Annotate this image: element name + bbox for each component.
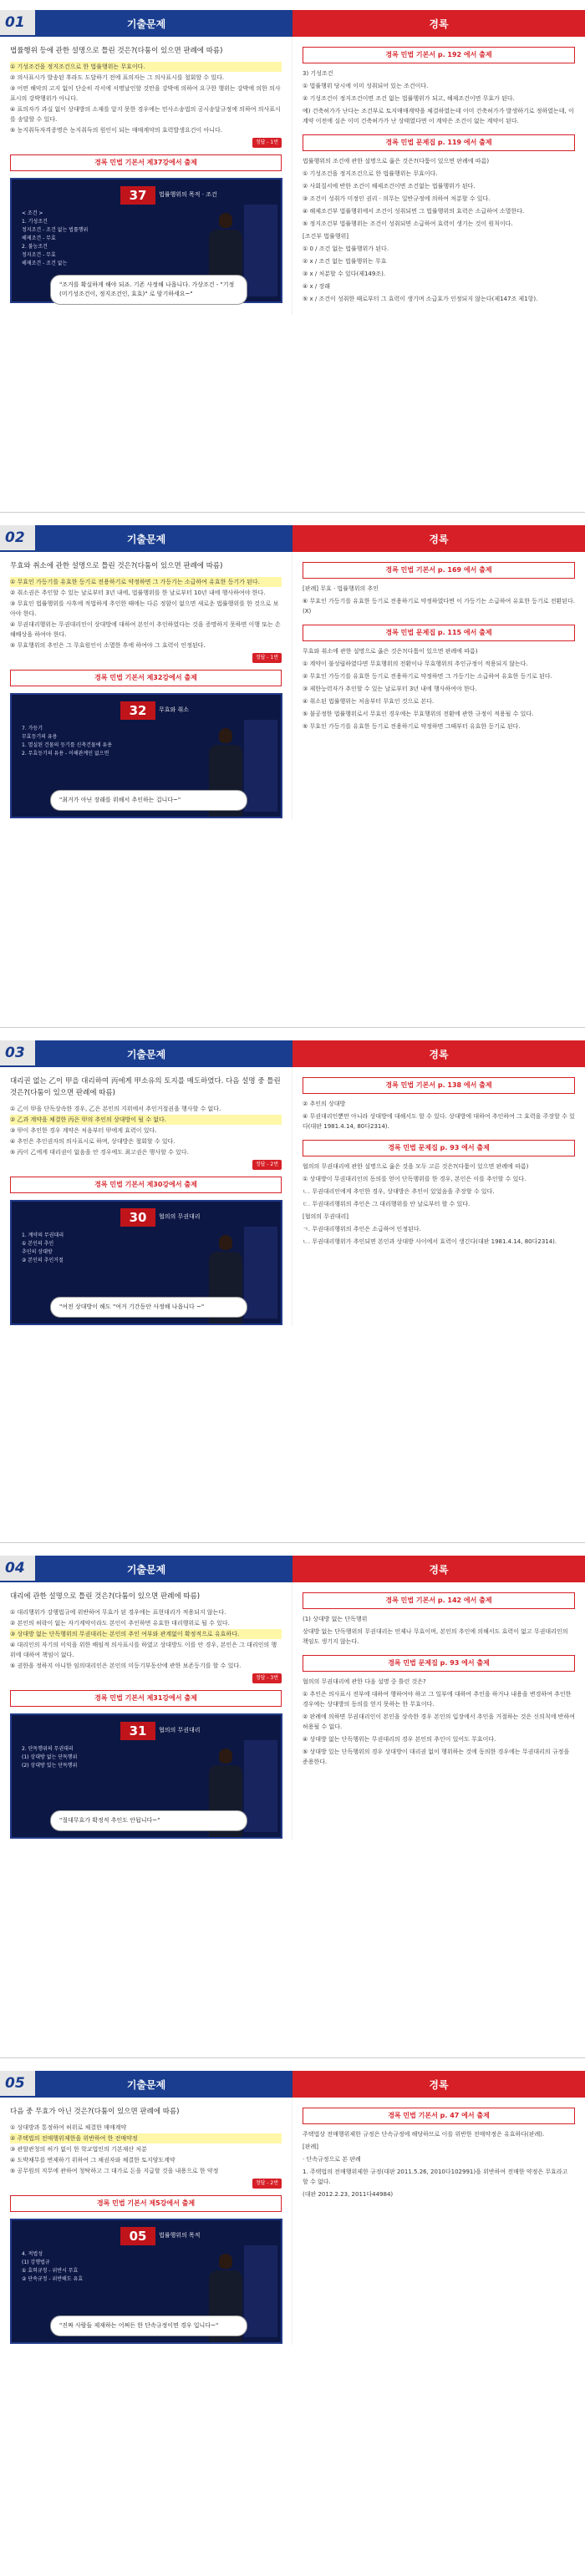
section-header: [0, 525, 585, 552]
explanation-paragraph: [판례] 무효 · 법률행위의 추인: [303, 585, 379, 592]
board-line: 4. 적법성: [22, 2251, 43, 2257]
lecturer-head: [219, 1749, 232, 1764]
video-side-panel: [244, 1740, 277, 1832]
lecture-title: 협의의 무권대리: [159, 1727, 201, 1733]
answer-explanation-column: [292, 552, 585, 819]
answer-option: ⑤ 丙이 乙에게 대리권이 없음을 안 경우에도 최고권은 행사할 수 있다.: [10, 1149, 189, 1156]
board-line: 해제조건 - 무효: [22, 235, 56, 241]
left-header: 기출문제: [0, 1040, 292, 1067]
right-header: 경록: [292, 2071, 585, 2098]
explanation-paragraph: ④ 상대방 없는 단독행위는 무권대리의 경우 본인의 추인이 있어도 무효이다.: [303, 1736, 496, 1743]
explanation-paragraph: ① 법률행위 당시에 이미 성취되어 있는 조건이다.: [303, 83, 429, 89]
section-number: 04: [0, 1556, 35, 1581]
textbook-source: 경록 민법 기본서 p. 192 에서 출제: [303, 47, 575, 63]
answer-explanation-column: [292, 1067, 585, 1326]
explanation-paragraph: · 단속규정으로 본 판례: [303, 2156, 361, 2163]
answer-tag: 정답 - 3번: [252, 1673, 282, 1683]
answer-option: ① 기성조건을 정지조건으로 한 법률행위는 무효이다.: [10, 62, 282, 72]
lecture-title: 법률행위의 목적 · 조건: [159, 191, 217, 198]
answer-option: ④ 추인은 추인권자의 의사표시로 하며, 상대방은 철회할 수 있다.: [10, 1138, 176, 1145]
lecturer-quote-bubble: "조거를 확실하게 해야 되죠. 기존 사정해 나옵니다. 가상조건 - "기정(미기성조건이, 정지조건인, 효효)" 로 암기하세요~": [50, 275, 247, 305]
section-columns: [0, 1582, 585, 1840]
right-header: 경록: [292, 1040, 585, 1067]
answer-option: ② 乙과 계약을 체결한 丙은 甲의 추인의 상대방이 될 수 없다.: [10, 1115, 282, 1125]
section-number: 02: [0, 525, 35, 550]
explanation-paragraph: ② x / 조건 없는 법률행위는 무효: [303, 258, 387, 265]
lecturer-quote-bubble: "최거가 아닌 장래를 위해서 추인하는 겁니다~": [50, 790, 247, 811]
answer-option: ② 취소권은 추인할 수 있는 날로부터 3년 내에, 법률행위를 한 날로부터 10년 내에 행사하여야 한다.: [10, 590, 266, 596]
lecture-title: 무효와 취소: [159, 706, 190, 713]
answer-option: ① 상대방과 통정하여 허위로 체결한 매매계약: [10, 2124, 127, 2131]
board-line: ② 본인의 추인거절: [22, 1258, 64, 1263]
answer-option: ⑤ 무효행위의 추인은 그 무효원인이 소멸한 후에 하여야 그 효력이 인정된다.: [10, 642, 206, 649]
explanation-paragraph: [판례]: [303, 2143, 318, 2150]
answer-option: ① 대리행위가 강행법규에 위반하여 무효가 된 경우에는 표현대리가 적용되지 않는다.: [10, 1609, 226, 1616]
section-header: [0, 1556, 585, 1582]
lecture-number-badge: 32: [120, 701, 155, 720]
answer-option: ④ 대리인의 자기의 이익을 위한 배임적 의사표시를 하였고 상대방도 이를 안 경우, 본인은 그 대리인의 행위에 대하여 책임이 없다.: [10, 1642, 277, 1658]
answer-option: ② 주택법의 전매행위제한을 위반하여 한 전매약정: [10, 2133, 282, 2143]
explanation-paragraph: ② 기성조건이 정지조건이면 조건 없는 법률행위가 되고, 해제조건이면 무효가 된다.: [303, 95, 515, 102]
board-line: 해제조건 - 조건 없는: [22, 261, 68, 266]
explanation-paragraph: ② 판례에 의하면 무권대리인이 본인을 상속한 경우 본인의 입장에서 추인을 거절하는 것은 신의칙에 반하여 허용될 수 없다.: [303, 1713, 575, 1730]
question-section: [0, 2071, 585, 2345]
exam-question-column: [0, 37, 292, 315]
explanation-paragraph: 상대방 없는 단독행위의 무권대리는 언제나 무효이며, 본인의 추인에 의해서도 효력이 없고 무권대리인의 책임도 생기지 않는다.: [303, 1628, 568, 1645]
workbook-source: 경록 민법 문제집 p. 115 에서 출제: [303, 625, 575, 641]
answer-tag: 정답 - 2번: [252, 2179, 282, 2189]
left-header: 기출문제: [0, 10, 292, 37]
board-line: ② 단속규정 - 위반해도 유효: [22, 2276, 84, 2282]
explanation-paragraph: [조건부 법률행위]: [303, 233, 349, 240]
board-line: (1) 강행법규: [22, 2260, 50, 2265]
explanation-paragraph: 무효와 취소에 관한 설명으로 옳은 것은?(다툼이 있으면 판례에 따름): [303, 648, 478, 655]
source-citation: 경록 민법 기본서 제32강에서 출제: [10, 670, 282, 686]
answer-option: ⑤ 공무원의 직무에 관하여 청탁하고 그 대가로 돈을 지급할 것을 내용으로 한 약정: [10, 2168, 219, 2174]
section-number: 03: [0, 1040, 35, 1065]
exam-question-column: [0, 2098, 292, 2345]
explanation-paragraph: ③ x / 처분할 수 있다(제149조).: [303, 271, 386, 277]
section-header: [0, 10, 585, 37]
board-line: 1. 멸실된 건물의 등기를 신축건물에 유용: [22, 742, 112, 748]
lecture-number-badge: 37: [120, 186, 155, 205]
board-line: 정지조건 - 조건 없는 법률행위: [22, 227, 89, 233]
answer-option: ① 乙이 甲을 단독상속한 경우, 乙은 본인의 지위에서 추인거절권을 행사할 수 없다.: [10, 1106, 221, 1112]
board-line: 2. 불능조건: [22, 244, 48, 250]
question-section: [0, 1040, 585, 1326]
question-text: 대리권 없는 乙이 甲을 대리하여 丙에게 甲소유의 토지를 매도하였다. 다음 설명 중 틀린 것은?(다툼이 있으면 판례에 따름): [10, 1077, 281, 1097]
board-line: < 조건 >: [22, 210, 43, 216]
exam-question-column: [0, 1582, 292, 1840]
video-side-panel: [244, 1227, 277, 1318]
question-text: 대리에 관한 설명으로 틀린 것은?(다툼이 있으면 판례에 따름): [10, 1592, 201, 1601]
lecturer-quote-bubble: "여전 상대방이 해도 "여거 기간동안 사정해 나옵니다 ~": [50, 1297, 247, 1318]
explanation-paragraph: 협의의 무권대리에 관한 다음 설명 중 틀린 것은?: [303, 1678, 426, 1685]
board-line: 2. 단독행위의 무권대리: [22, 1746, 74, 1752]
textbook-source: 경록 민법 기본서 p. 47 에서 출제: [303, 2108, 575, 2124]
explanation-paragraph: (1) 상대방 없는 단독행위: [303, 1616, 368, 1622]
explanation-paragraph: ⑤ 무효인 가등기를 유효한 등기로 전용하기로 약정하면 그때부터 유효한 등기로 된다.: [303, 723, 521, 730]
right-header: 경록: [292, 1556, 585, 1582]
answer-option: ④ 무권대리행위는 무권대리인이 상대방에 대하여 본인이 추인하였다는 것을 증명하지 못하면 이행 또는 손해배상을 하여야 한다.: [10, 621, 281, 638]
left-header: 기출문제: [0, 1556, 292, 1582]
answer-option: ④ 표의자가 과실 없이 상대방의 소재를 알지 못한 경우에는 민사소송법의 공시송달규정에 의하여 의사표시를 송달할 수 있다.: [10, 106, 281, 123]
board-line: (1) 상대방 없는 단독행위: [22, 1754, 78, 1760]
lecture-number-badge: 31: [120, 1722, 155, 1740]
workbook-source: 경록 민법 문제집 p. 119 에서 출제: [303, 134, 575, 151]
explanation-paragraph: ① 계약이 불성립하였다면 무효행위의 전환이나 무효행위의 추인규정이 적용되지 않는다.: [303, 660, 528, 667]
lecturer-head: [219, 2254, 232, 2269]
section-divider: [0, 1027, 585, 1028]
explanation-paragraph: ③ 조건이 성취가 미정인 권리 · 의무는 일반규정에 의하여 처분할 수 있다.: [303, 195, 491, 202]
section-divider: [0, 512, 585, 513]
explanation-paragraph: ⑥ 무효인 가등기를 유효한 등기로 전용하기로 약정하였다면 이 가등기는 소급하여 유효한 등기로 전환된다.(X): [303, 598, 575, 615]
answer-tag: 정답 - 2번: [252, 1160, 282, 1170]
answer-tag-row: [10, 1158, 282, 1170]
explanation-paragraph: ⑤ 불공정한 법률행위로서 무효인 경우에는 무효행위의 전환에 관한 규정이 적용될 수 있다.: [303, 711, 534, 717]
explanation-paragraph: (대판 2012.2.23, 2011다44984): [303, 2191, 394, 2198]
workbook-source: 경록 민법 문제집 p. 93 에서 출제: [303, 1140, 575, 1156]
explanation-paragraph: ② 사회질서에 반한 조건이 해제조건이면 조건없는 법률행위가 된다.: [303, 183, 476, 190]
video-side-panel: [244, 205, 277, 296]
question-text: 법률행위 등에 관한 설명으로 틀린 것은?(다툼이 있으면 판례에 따름): [10, 47, 223, 55]
explanation-paragraph: ② 무효인 가등기를 유효한 등기로 전용하기로 약정하면 그 가등기는 소급하여 유효한 등기로 된다.: [303, 673, 552, 680]
answer-option: ④ 도박채무를 변제하기 위하여 그 채권자와 체결한 토지양도계약: [10, 2157, 176, 2164]
answer-explanation-column: [292, 2098, 585, 2345]
lecture-title: 법률행위의 목적: [159, 2232, 201, 2239]
textbook-source: 경록 민법 기본서 p. 169 에서 출제: [303, 562, 575, 579]
lecturer-head: [219, 213, 232, 228]
board-line: 2. 무효등기의 유용 - 이해관계인 없으면: [22, 751, 109, 757]
video-side-panel: [244, 2245, 277, 2337]
explanation-paragraph: 주택법상 전매행위제한 규정은 단속규정에 해당하므로 이를 위반한 전매약정은 유효하다(판례).: [303, 2131, 545, 2138]
question-section: [0, 10, 585, 315]
lecturer-quote-bubble: "진짜 사람들 제재하는 어쩌든 한 단속규정이면 경우 입니다~": [50, 2315, 247, 2336]
board-line: (2) 상대방 있는 단독행위: [22, 1763, 78, 1769]
workbook-source: 경록 민법 문제집 p. 93 에서 출제: [303, 1655, 575, 1672]
explanation-paragraph: ㄴ. 무권대리행위가 추인되면 본인과 상대방 사이에서 효력이 생긴다(대판 1981.4.14, 80다2314).: [303, 1238, 557, 1245]
explanation-paragraph: ③ 제한능력자가 추인할 수 있는 날로부터 3년 내에 행사하여야 한다.: [303, 686, 477, 692]
explanation-paragraph: ① 상대방이 무권대리인의 동의를 얻어 단독행위를 한 경우, 본인은 이를 추인할 수 있다.: [303, 1176, 526, 1182]
section-columns: [0, 37, 585, 315]
question-text: 무효와 취소에 관한 설명으로 틀린 것은?(다툼이 있으면 판례에 따름): [10, 562, 223, 570]
explanation-paragraph: ㄴ. 무권대리인에게 추인한 경우, 상대방은 추인이 있었음을 주장할 수 있다.: [303, 1188, 495, 1195]
board-line: 정지조건 - 무효: [22, 252, 56, 258]
explanation-paragraph: ① 추인은 의사표시 전부에 대하여 행하여야 하고 그 일부에 대하여 추인을 하거나 내용을 변경하여 추인한 경우에는 상대방의 동의를 얻지 못하는 한 무효이다.: [303, 1691, 572, 1708]
explanation-paragraph: ④ x / 장래: [303, 283, 330, 290]
right-header: 경록: [292, 10, 585, 37]
lecturer-head: [219, 728, 232, 743]
board-line: 무효등기의 유용: [22, 734, 58, 740]
exam-question-column: [0, 552, 292, 819]
answer-option: ③ 무효인 법률행위를 사후에 적법하게 추인한 때에는 다른 정함이 없으면 새로운 법률행위를 한 것으로 보아야 한다.: [10, 600, 279, 617]
question-section: [0, 1556, 585, 1840]
explanation-paragraph: ① 기성조건을 정지조건으로 한 법률행위는 무효이다.: [303, 170, 438, 177]
answer-option: ③ 관할관청의 허가 없이 한 학교법인의 기본재산 처분: [10, 2146, 147, 2153]
textbook-source: 경록 민법 기본서 p. 142 에서 출제: [303, 1592, 575, 1609]
answer-option: ⑤ 권한을 정하지 아니한 임의대리인은 본인의 미등기부동산에 관한 보존등기를 할 수 있다.: [10, 1663, 242, 1669]
answer-tag-row: [10, 2177, 282, 2189]
left-header: 기출문제: [0, 525, 292, 552]
board-line: 1. 기성조건: [22, 219, 48, 225]
explanation-paragraph: ⑤ 상대방 있는 단독행위의 경우 상대방이 대리권 없이 행위하는 것에 동의한 경우에는 무권대리의 규정을 준용한다.: [303, 1749, 570, 1765]
explanation-paragraph: 1. 주택법의 전매행위제한 규정(대판 2011.5.26, 2010다102991)을 위반하여 전매한 약정은 무효라고 할 수 없다.: [303, 2169, 568, 2185]
explanation-paragraph: ㄱ. 무권대리행위의 추인은 소급하여 인정된다.: [303, 1226, 421, 1232]
explanation-paragraph: ㄷ. 무권대리행위의 추인은 그 대리행위를 안 날로부터 할 수 있다.: [303, 1201, 471, 1207]
left-header: 기출문제: [0, 2071, 292, 2098]
explanation-paragraph: [협의의 무권대리]: [303, 1213, 349, 1220]
answer-explanation-column: [292, 37, 585, 315]
answer-tag: 정답 - 1번: [252, 653, 282, 663]
source-citation: 경록 민법 기본서 제5강에서 출제: [10, 2195, 282, 2212]
answer-option: ① 무효인 가등기를 유효한 등기로 전용하기로 약정하면 그 가등기는 소급하여 유효한 등기가 된다.: [10, 577, 282, 587]
explanation-paragraph: ④ 무권대리인뿐만 아니라 상대방에 대해서도 할 수 있다. 상대방에 대하여 추인하여 그 효력을 주장할 수 있다(대판 1981.4.14, 80다2314).: [303, 1113, 575, 1130]
answer-tag: 정답 - 1번: [252, 138, 282, 148]
textbook-source: 경록 민법 기본서 p. 138 에서 출제: [303, 1077, 575, 1094]
lecturer-quote-bubble: "절대무효가 확정적 추인도 안됩니다~": [50, 1810, 247, 1831]
section-divider: [0, 1542, 585, 1543]
answer-tag-row: [10, 651, 282, 663]
lecture-number-badge: 05: [120, 2227, 155, 2245]
right-header: 경록: [292, 525, 585, 552]
section-header: [0, 1040, 585, 1067]
answer-option: ③ 어떤 해악의 고지 없이 단순히 각서에 서명날인할 것만을 강박에 의하여 요구한 행위는 강박에 의한 의사표시의 강박행위가 아니다.: [10, 85, 281, 102]
explanation-paragraph: ④ 해제조건부 법률행위에서 조건이 성취되면 그 법률행위의 효력은 소급하여 소멸한다.: [303, 208, 525, 215]
answer-option: ② 의사표시가 발송된 후라도 도달하기 전에 표의자는 그 의사표시를 철회할 수 있다.: [10, 74, 225, 81]
answer-option: ② 본인의 허락이 없는 자기계약이라도 본인이 추인하면 유효한 대리행위로 될 수 있다.: [10, 1620, 230, 1627]
answer-option: ③ 甲이 추인한 경우 계약은 처음부터 甲에게 효력이 있다.: [10, 1127, 157, 1134]
board-line: ① 효력규정 - 위반시 무효: [22, 2268, 79, 2274]
question-text: 다음 중 무효가 아닌 것은?(다툼이 있으면 판례에 따름): [10, 2108, 180, 2116]
lecturer-head: [219, 1235, 232, 1250]
board-line: 추인의 상대방: [22, 1249, 53, 1255]
explanation-paragraph: ② 추인의 상대방: [303, 1101, 346, 1107]
section-header: [0, 2071, 585, 2098]
explanation-paragraph: ④ 취소된 법률행위는 처음부터 무효인 것으로 본다.: [303, 698, 435, 705]
section-columns: [0, 1067, 585, 1326]
answer-option: ③ 상대방 없는 단독행위의 무권대리는 본인의 추인 여부와 관계없이 확정적으로 유효하다.: [10, 1629, 282, 1639]
section-columns: [0, 552, 585, 819]
question-section: [0, 525, 585, 819]
explanation-paragraph: 예) 건축허가가 난다는 조건부로 토지매매계약을 체결하였는데 이미 건축허가가 발생하기로 정하였는데, 이 계약 이전에 실은 이미 건축허가가 난 상태였다면 이 계약은 조건이 없는 계약이 된다.: [303, 108, 574, 124]
section-columns: [0, 2098, 585, 2345]
explanation-paragraph: ⑤ x / 조건이 성취한 때로부터 그 효력이 생기며 소급효가 인정되지 않는다(제147조 제1항).: [303, 296, 538, 302]
board-line: 7. 가등기: [22, 726, 43, 731]
video-side-panel: [244, 720, 277, 812]
lecture-title: 협의의 무권대리: [159, 1213, 201, 1220]
board-line: 1. 계약의 무권대리: [22, 1232, 64, 1238]
answer-tag-row: [10, 1672, 282, 1683]
board-line: ① 본인의 추인: [22, 1241, 54, 1247]
explanation-paragraph: 협의의 무권대리에 관한 설명으로 옳은 것을 모두 고른 것은?(다툼이 있으면 판례에 따름): [303, 1163, 529, 1170]
lecture-number-badge: 30: [120, 1208, 155, 1227]
explanation-paragraph: ⑤ 정지조건부 법률행위는 조건이 성취되면 소급하여 효력이 생기는 것이 원칙이다.: [303, 220, 513, 227]
explanation-paragraph: 법률행위의 조건에 관한 설명으로 옳은 것은?(다툼이 있으면 판례에 따름): [303, 158, 490, 164]
answer-explanation-column: [292, 1582, 585, 1840]
answer-option: ⑤ 농지취득자격증명은 농지취득의 원인이 되는 매매계약의 효력발생요건이 아니다.: [10, 127, 222, 134]
source-citation: 경록 민법 기본서 제31강에서 출제: [10, 1690, 282, 1707]
answer-tag-row: [10, 136, 282, 148]
section-number: 01: [0, 10, 35, 35]
source-citation: 경록 민법 기본서 제30강에서 출제: [10, 1177, 282, 1193]
source-citation: 경록 민법 기본서 제37강에서 출제: [10, 154, 282, 171]
exam-question-column: [0, 1067, 292, 1326]
explanation-paragraph: 3) 기성조건: [303, 70, 333, 77]
section-number: 05: [0, 2071, 35, 2096]
explanation-paragraph: ① 0 / 조건 없는 법률행위가 된다.: [303, 245, 389, 252]
section-divider: [0, 2057, 585, 2058]
